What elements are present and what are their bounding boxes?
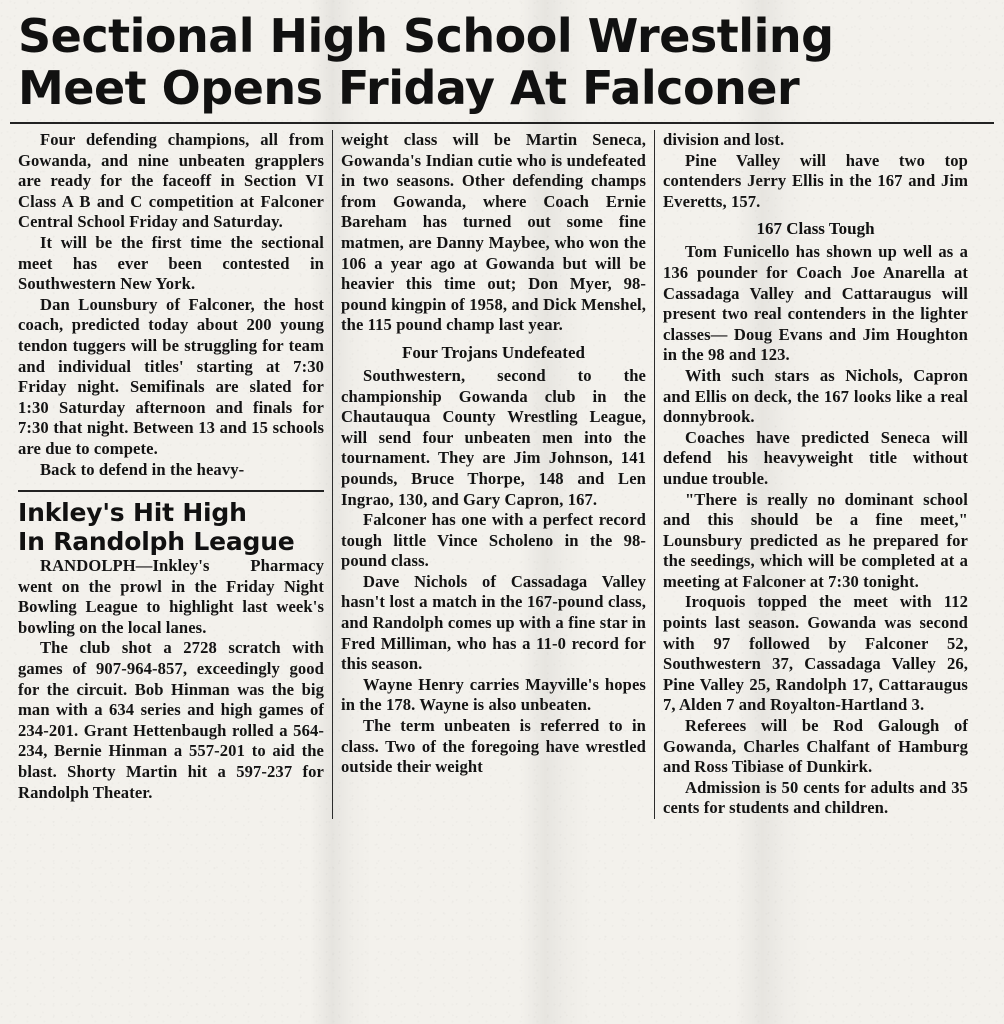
paragraph: Southwestern, second to the championship Gowanda club in the Chautauqua County Wrestling League, will send four unbeaten men into the tournament. They are Jim Johnson, 141 pounds, Bruce Thorpe, 148 and Len Ingrao, 130, and Gary Capron, 167.: [341, 365, 646, 509]
paragraph: Dan Lounsbury of Falconer, the host coach, predicted today about 200 young tendon tuggers will be struggling for team and individual titles' starting at 7:30 Friday night. Semifinals are slated for 1:30 Saturday afternoon and finals for 7:30 that night. Between 13 and 15 schools are due to compete.: [18, 294, 324, 458]
paragraph: Coaches have predicted Seneca will defend his heavyweight title without undue trouble.: [663, 427, 968, 488]
column-3-subhead: 167 Class Tough: [756, 219, 875, 239]
paragraph: weight class will be Martin Seneca, Gowanda's Indian cutie who is undefeated in two seasons. Other defending champs from Gowanda, where Coach Ernie Bareham has turned out some fine matmen, are Danny Maybee, who won the 106 a year ago at Gowanda but will be heavier this time out; Don Myer, 98-pound kingpin of 1958, and Dick Menshel, the 115 pound champ last year.: [341, 130, 646, 335]
headline-line-1: Sectional High School Wrestling: [18, 9, 834, 63]
paragraph: Pine Valley will have two top contenders Jerry Ellis in the 167 and Jim Everetts, 157.: [663, 150, 968, 211]
paragraph: The term unbeaten is referred to in class. Two of the foregoing have wrestled outside their weight: [341, 716, 646, 777]
column-2-subhead: Four Trojans Undefeated: [402, 342, 585, 362]
article-columns: [0, 124, 1004, 819]
paragraph: Tom Funicello has shown up well as a 136 pounder for Coach Joe Anarella at Cassadaga Valley and Cattaraugus will present two real contenders in the lighter classes— Doug Evans and Jim Houghton in the 98 and 123.: [663, 242, 968, 365]
paragraph: "There is really no dominant school and this should be a fine meet," Lounsbury predicted as he prepared for the seedings, which will be completed at a meeting at Falconer at 7:30 tonight.: [663, 489, 968, 591]
paragraph: It will be the first time the sectional meet has ever been contested in Southwestern New York.: [18, 232, 324, 294]
paragraph: The club shot a 2728 scratch with games of 907-964-857, exceedingly good for the circuit. Bob Hinman was the big man with a 634 series and high games of 234-201. Grant Hettenbaugh rolled a 564-234, Bernie Hinman a 557-201 to aid the blast. Shorty Martin hit a 597-237 for Randolph Theater.: [18, 638, 324, 802]
column-1: [10, 130, 332, 819]
secondary-story-headline: [18, 498, 324, 556]
column-3: [654, 130, 976, 819]
paragraph: Four defending champions, all from Gowanda, and nine unbeaten grapplers are ready for the faceoff in Section VI Class A B and C competition at Falconer Central School Friday and Saturday.: [18, 130, 324, 232]
paragraph: Back to defend in the heavy-: [40, 459, 245, 479]
secondary-headline-line-1: Inkley's Hit High: [18, 498, 247, 528]
paragraph: RANDOLPH—Inkley's Pharmacy went on the prowl in the Friday Night Bowling League to highlight last week's bowling on the local lanes.: [18, 556, 324, 637]
paragraph: With such stars as Nichols, Capron and Ellis on deck, the 167 looks like a real donnybrook.: [663, 365, 968, 427]
main-headline: [0, 0, 1004, 114]
paragraph: Referees will be Rod Galough of Gowanda, Charles Chalfant of Hamburg and Ross Tibiase of Dunkirk.: [663, 716, 968, 777]
paragraph: Wayne Henry carries Mayville's hopes in the 178. Wayne is also unbeaten.: [341, 674, 646, 715]
paragraph: Admission is 50 cents for adults and 35 cents for students and children.: [663, 777, 968, 818]
paragraph: Falconer has one with a perfect record tough little Vince Scholeno in the 98-pound class.: [341, 510, 646, 571]
paragraph: Iroquois topped the meet with 112 points last season. Gowanda was second with 97 followed by Falconer 52, Southwestern 37, Cassadaga Valley 26, Pine Valley 25, Randolph 17, Cattaraugus 7, Alden 7 and Royalton-Hartland 3.: [663, 592, 968, 715]
paragraph: Dave Nichols of Cassadaga Valley hasn't lost a match in the 167-pound class, and Randolph comes up with a fine star in Fred Milliman, who has a 11-0 record for this season.: [341, 571, 646, 674]
column-2: [332, 130, 654, 819]
secondary-headline-line-2: In Randolph League: [18, 527, 295, 557]
paragraph: division and lost.: [663, 130, 785, 149]
secondary-story-rule: [18, 490, 324, 492]
headline-line-2: Meet Opens Friday At Falconer: [18, 61, 800, 115]
